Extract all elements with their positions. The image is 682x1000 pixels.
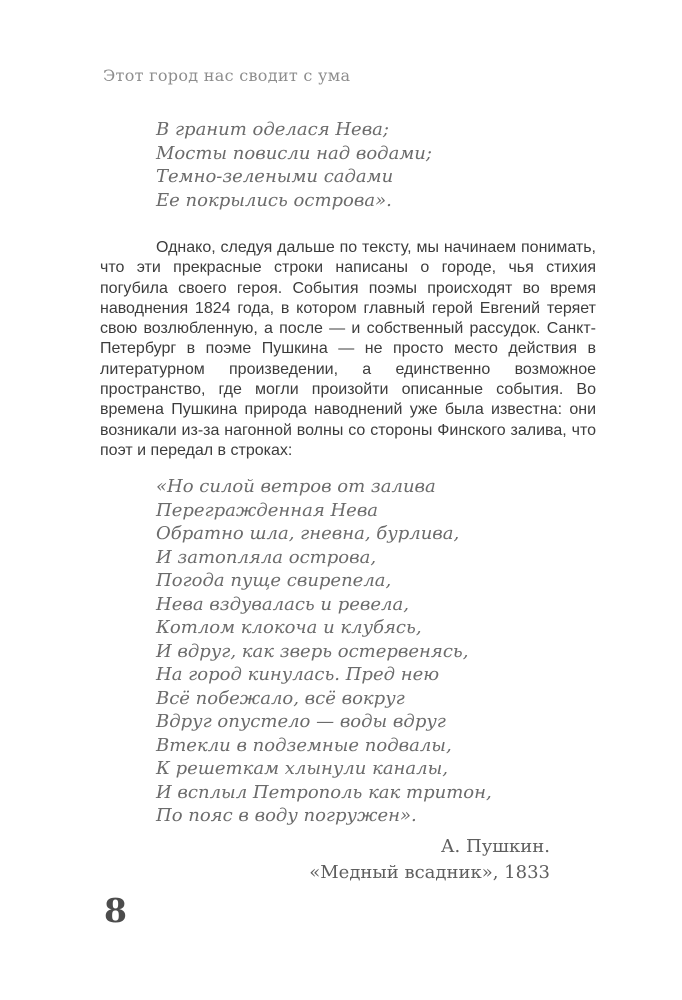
poem-line: Мосты повисли над водами;	[156, 142, 432, 164]
poem-quote-1	[156, 118, 432, 212]
poem-line: Темно-зелеными садами	[156, 166, 394, 187]
poem-line: И всплыл Петрополь как тритон,	[156, 781, 492, 803]
page-number: 8	[104, 891, 127, 930]
poem-line: Вдруг опустело — воды вдруг	[156, 711, 446, 732]
poem-line: Нева вздувалась и ревела,	[156, 593, 409, 615]
poem-line: Перегражденная Нева	[156, 499, 379, 521]
body-paragraph: Однако, следуя дальше по тексту, мы начинаем понимать, что эти прекрасные строки написаны о городе, чья стихия погубила своего героя. События поэмы происходят во время наводнения 1824 года, в котором главный герой Евгений теряет свою возлюбленную, а после — и собственный рассудок. Санкт-Петербург в поэме Пушкина — не просто место действия в литературном произведении, а единственно возможное пространство, где могли произойти описанные события. Во времена Пушкина природа наводнений уже была известна: они возникали из-за нагонной волны со стороны Финского залива, что поэт и передал в строках:	[100, 239, 596, 459]
attribution-work: «Медный всадник», 1833	[309, 862, 550, 883]
poem-line: Погода пуще свирепела,	[156, 570, 392, 591]
running-header: Этот город нас сводит с ума	[103, 66, 351, 85]
poem-line: «Но силой ветров от залива	[156, 476, 436, 497]
attribution	[100, 834, 550, 886]
poem-line: И затопляла острова,	[156, 546, 377, 568]
poem-line: К решеткам хлынули каналы,	[156, 758, 448, 779]
poem-line: Котлом клокоча и клубясь,	[156, 617, 422, 638]
poem-line: Всё побежало, всё вокруг	[156, 687, 405, 709]
attribution-author: А. Пушкин.	[440, 836, 550, 857]
poem-line: Обратно шла, гневна, бурлива,	[156, 523, 460, 544]
poem-line: На город кинулась. Пред нею	[156, 664, 440, 685]
poem-line: По пояс в воду погружен».	[156, 805, 417, 826]
poem-line: В гранит оделася Нева;	[156, 119, 389, 140]
poem-line: Ее покрылись острова».	[156, 189, 392, 211]
poem-quote-2	[156, 475, 492, 828]
poem-line: И вдруг, как зверь остервенясь,	[156, 640, 469, 662]
poem-line: Втекли в подземные подвалы,	[156, 734, 452, 756]
